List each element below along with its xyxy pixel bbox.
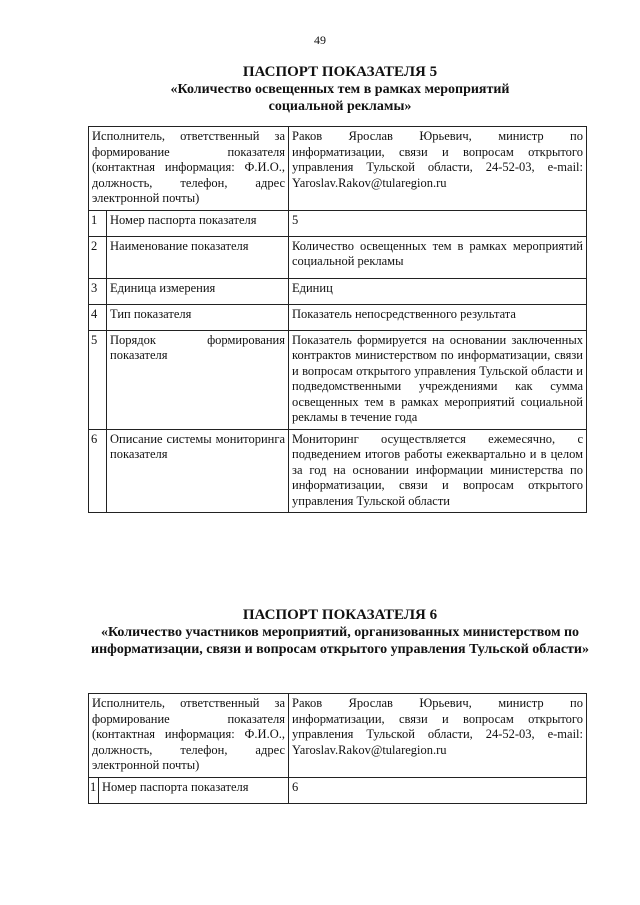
row-value: Единиц xyxy=(289,278,587,304)
passport5-table xyxy=(88,126,587,513)
table-row xyxy=(89,278,587,304)
row-value: Показатель непосредственного результата xyxy=(289,304,587,330)
table-row xyxy=(89,429,587,513)
row-number: 3 xyxy=(89,278,107,304)
passport6-heading xyxy=(70,607,610,658)
row-value: Показатель формируется на основании заключенных контрактов министерством по информатизации, связи и вопросам открытого управления Тульской области и подведомственными учреждениями как сумма освещенных тем в рамках мероприятий социальной рекламы в течение года xyxy=(289,330,587,429)
table-row xyxy=(89,236,587,278)
passport6-title: ПАСПОРТ ПОКАЗАТЕЛЯ 6 xyxy=(242,607,438,623)
row-number: 1 xyxy=(89,210,107,236)
row-label: Номер паспорта показателя xyxy=(99,777,289,803)
row-value: 6 xyxy=(289,777,587,803)
passport5-title: ПАСПОРТ ПОКАЗАТЕЛЯ 5 xyxy=(242,64,438,80)
row-number: 1 xyxy=(89,777,99,803)
table-row xyxy=(89,210,587,236)
row-label: Номер паспорта показателя xyxy=(107,210,289,236)
row-label: Порядок формирования показателя xyxy=(107,330,289,429)
row-label: Тип показателя xyxy=(107,304,289,330)
row-value: Количество освещенных тем в рамках мероприятий социальной рекламы xyxy=(289,236,587,278)
passport6-subtitle: «Количество участников мероприятий, организованных министерством по информатизации, связи и вопросам открытого управления Тульской области» xyxy=(91,625,589,657)
table-row xyxy=(89,330,587,429)
row-label: Описание системы мониторинга показателя xyxy=(107,429,289,513)
row-number: 6 xyxy=(89,429,107,513)
passport5-heading xyxy=(70,64,610,115)
passport5-header-label: Исполнитель, ответственный за формирование показателя (контактная информация: Ф.И.О., должность, телефон, адрес электронной почты) xyxy=(89,127,289,211)
row-value: 5 xyxy=(289,210,587,236)
passport5-header-row xyxy=(89,127,587,211)
passport5-subtitle: «Количество освещенных тем в рамках мероприятий социальной рекламы» xyxy=(170,82,510,114)
passport6-header-label: Исполнитель, ответственный за формирование показателя (контактная информация: Ф.И.О., должность, телефон, адрес электронной почты) xyxy=(89,694,289,778)
row-number: 4 xyxy=(89,304,107,330)
table-row xyxy=(89,777,587,803)
row-number: 2 xyxy=(89,236,107,278)
table-row xyxy=(89,304,587,330)
row-value: Мониторинг осуществляется ежемесячно, с подведением итогов работы ежеквартально и в целом за год на основании информации министерства по информатизации, связи и вопросам открытого управления Тульской области xyxy=(289,429,587,513)
passport6-header-row xyxy=(89,694,587,778)
passport6-table xyxy=(88,693,587,804)
row-label: Единица измерения xyxy=(107,278,289,304)
page-number: 49 xyxy=(314,33,326,47)
row-label: Наименование показателя xyxy=(107,236,289,278)
row-number: 5 xyxy=(89,330,107,429)
passport6-header-value: Раков Ярослав Юрьевич, министр по информатизации, связи и вопросам открытого управления Тульской области, 24-52-03, e-mail: Yaroslav.Rakov@tularegion.ru xyxy=(289,694,587,778)
passport5-header-value: Раков Ярослав Юрьевич, министр по информатизации, связи и вопросам открытого управления Тульской области, 24-52-03, e-mail: Yaroslav.Rakov@tularegion.ru xyxy=(289,127,587,211)
